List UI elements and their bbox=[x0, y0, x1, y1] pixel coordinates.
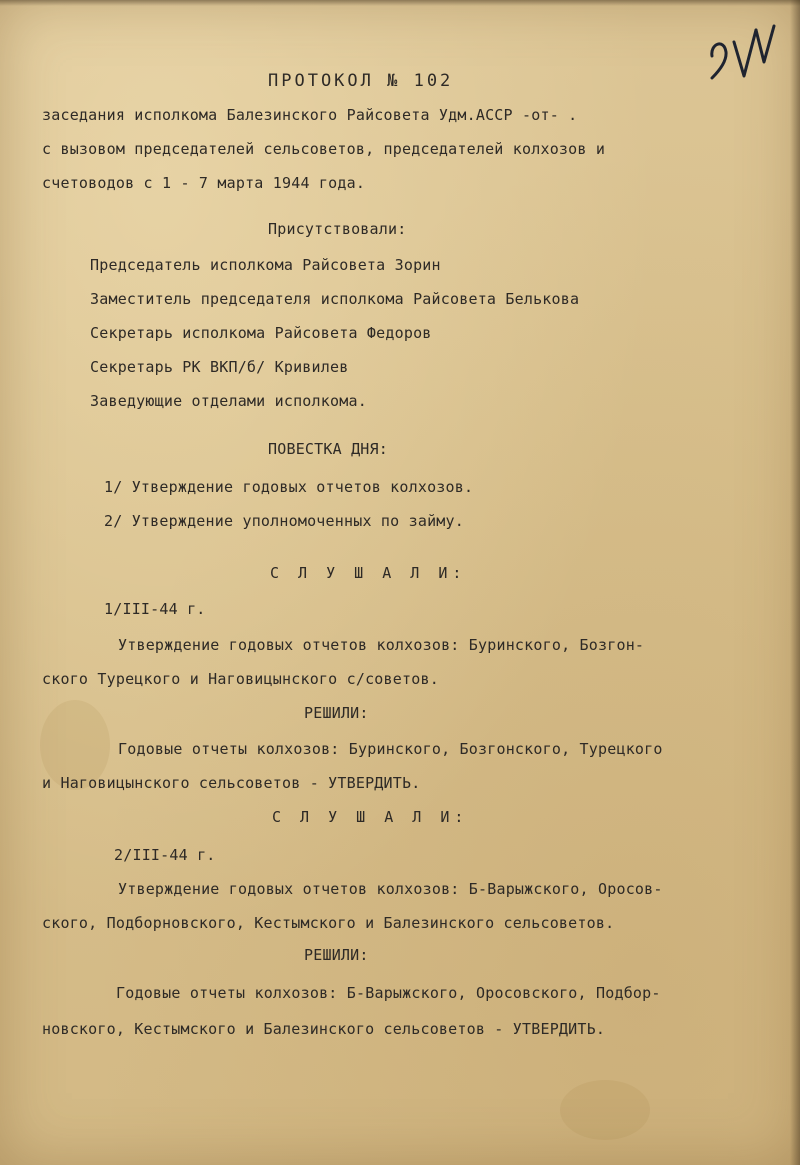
decision-text: новского, Кестымского и Балезинского сельсоветов - УТВЕРДИТЬ. bbox=[42, 1020, 606, 1038]
item-text: ского, Подборновского, Кестымского и Балезинского сельсоветов. bbox=[42, 914, 615, 932]
paper-stain bbox=[560, 1080, 650, 1140]
present-member: Заведующие отделами исполкома. bbox=[90, 392, 367, 410]
present-member: Заместитель председателя исполкома Райсовета Белькова bbox=[90, 290, 580, 308]
handwritten-archive-mark bbox=[706, 22, 778, 80]
item-text: Утверждение годовых отчетов колхозов: Б-Варыжского, Оросов- bbox=[118, 880, 663, 898]
agenda-heading: ПОВЕСТКА ДНЯ: bbox=[268, 440, 388, 458]
page-top-shadow bbox=[0, 0, 800, 6]
decided-heading: РЕШИЛИ: bbox=[304, 704, 369, 722]
heard-heading: С Л У Ш А Л И: bbox=[270, 564, 467, 582]
decided-heading: РЕШИЛИ: bbox=[304, 946, 369, 964]
present-member: Секретарь РК ВКП/б/ Кривилев bbox=[90, 358, 349, 376]
decision-text: Годовые отчеты колхозов: Б-Варыжского, Оросовского, Подбор- bbox=[116, 984, 661, 1002]
page-right-shadow bbox=[790, 0, 800, 1165]
present-heading: Присутствовали: bbox=[268, 220, 407, 238]
protocol-title: ПРОТОКОЛ № 102 bbox=[268, 71, 454, 91]
decision-text: Годовые отчеты колхозов: Буринского, Бозгонского, Турецкого bbox=[118, 740, 663, 758]
present-member: Председатель исполкома Райсовета Зорин bbox=[90, 256, 441, 274]
agenda-item: 2/ Утверждение уполномоченных по займу. bbox=[104, 512, 464, 530]
header-line: с вызовом председателей сельсоветов, председателей колхозов и bbox=[42, 140, 606, 158]
item-text: Утверждение годовых отчетов колхозов: Буринского, Бозгон- bbox=[118, 636, 645, 654]
item-number: 2/III-44 г. bbox=[114, 846, 216, 864]
present-member: Секретарь исполкома Райсовета Федоров bbox=[90, 324, 432, 342]
item-text: ского Турецкого и Наговицынского с/советов. bbox=[42, 670, 439, 688]
header-line: счетоводов с 1 - 7 марта 1944 года. bbox=[42, 174, 366, 192]
header-line: заседания исполкома Балезинского Райсовета Удм.АССР -от- . bbox=[42, 106, 578, 124]
item-number: 1/III-44 г. bbox=[104, 600, 206, 618]
heard-heading: С Л У Ш А Л И: bbox=[272, 808, 469, 826]
decision-text: и Наговицынского сельсоветов - УТВЕРДИТЬ. bbox=[42, 774, 421, 792]
agenda-item: 1/ Утверждение годовых отчетов колхозов. bbox=[104, 478, 474, 496]
